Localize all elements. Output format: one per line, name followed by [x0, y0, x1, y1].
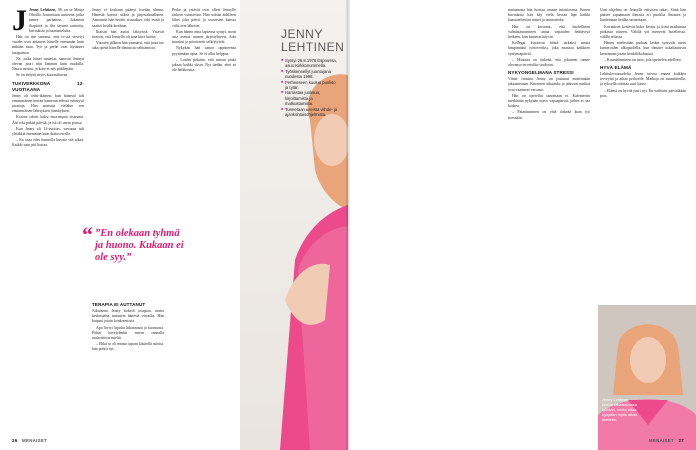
page-number: 27	[678, 438, 684, 443]
column-2-continued	[92, 300, 164, 435]
paragraph: Kotona odotti kaksi nuorempaa sisarusta. Äiti teki pitkää päivää, ja isä oli usein poissa.	[12, 115, 84, 125]
column-4	[508, 8, 590, 438]
paragraph: Nykyään hän sanoo oppineensa pyytämään apua. Se ei ollut helppoa.	[172, 46, 236, 56]
fact-box	[281, 27, 345, 118]
paragraph: – Minusta on tärkeää, että jokainen tuntee olevansa tervetullut studioon.	[508, 57, 590, 68]
paragraph: Vuosien jälkeen hän ymmärsi, että juuri tuo aika opetti hänelle ihmisistä välittämistä.	[92, 41, 164, 51]
fact-list	[281, 58, 339, 117]
paragraph: Hänen mielestään parhaat hetket syntyvät usein kameroiden ulkopuolella, kun ihmiset uskaltautuvat kertomaan jotain henkilökohtaista.	[600, 41, 686, 56]
portrait-illustration	[598, 305, 696, 450]
magazine-name: MENAISET	[648, 438, 674, 443]
paragraph: Kun Jenny oli 12-vuotias, vastuuta tuli yhtäkkiä enemmän kuin ikätovereilla.	[12, 126, 84, 137]
paragraph: Hän on itse sanonut, että tv:ssä vietetyt vuodet ovat antaneet hänelle enemmän kuin mikään muu. Työ ja perhe ovat löytäneet tasapainon.	[12, 35, 84, 55]
paragraph: Se on tietysti myös kuormittavaa.	[16, 73, 69, 78]
paragraph: – Kuunteleminen on taito, jota opettelen edelleen.	[604, 57, 682, 62]
section-heading: TERAPIA EI AUTTANUT	[92, 302, 146, 307]
paragraph: – Luulin pitkään, että minun pitää jaksaa kaikki yksin. Nyt tiedän, ettei se ole heikkoutta.	[172, 57, 236, 73]
paragraph: Kollegat kuvaavat häntä tarkaksi mutta lämpimäksi työtoveriksi, joka muistaa kaikkien syntymäpäivät.	[508, 41, 590, 56]
paragraph: Apu löytyi lopulta liikunnasta ja luonnosta. Pitkät kävelylenkit meren rannalla rauhoittivat mieltä.	[92, 325, 164, 341]
pull-quote: ”En olekaan tyhmä ja huono. Kukaan ei ole syy.”	[95, 228, 184, 263]
paragraph: Hän on opetellut sanomaan ei. Kalenteriin merkitään nykyään myös vapaapäivät, joihin ei saa koskea.	[508, 93, 590, 109]
fact-box-name: JENNY LEHTINEN	[281, 27, 345, 54]
photo-caption: Jenny Lehtinen kertoo rakastavansa työtään, mutta ottaa nykyään myös aikaa itselleen.	[602, 397, 638, 422]
paragraph: Jenny ei koskaan pitänyt itseään uhrina. Hänestä kasvoi sitkeä ja järjestelmällinen. Aamuisin hän herätti sisarukset, teki eväät ja saattoi heidät kouluun.	[92, 8, 164, 28]
paragraph: Perhe ja ystävät ovat olleet Jennylle tärkein voimavara. Hän soittaa äidilleen lähes joka päivä, ja sisarusten kanssa välit ovat läheiset.	[172, 8, 236, 28]
right-page	[348, 0, 696, 450]
paragraph: – En osaa edes kunnolla kuvata sitä aikaa. Kaikki vain piti hoitaa.	[12, 138, 84, 148]
paragraph: Hän on kertonut, että huolellinen valmistautuminen antaa vapauden heittäytyä hetkeen, kun kamerat käyvät.	[508, 24, 590, 40]
column-1	[12, 4, 84, 150]
paragraph: – Palautuminen on yhtä tärkeää kuin työ itsessään.	[508, 110, 590, 120]
column-5	[600, 8, 686, 298]
page-number: 26	[12, 438, 18, 443]
fact-item: ■ Syntyi 26.8.1978 Espoossa, asuu Kirkkonummella.	[281, 58, 339, 69]
fact-item: ■ Työskennellyt juontajana vuodesta 1998.	[281, 69, 339, 80]
paragraph: Ne, jotka hänet tuntevat, sanovat Jennyn olevan juuri niin lämmin kuin ruudulla. Nauru tarttuu, ja kiire ei näy päällepäin.	[12, 56, 84, 72]
fact-item: ■ Harrastaa juoksua, kirjoittamista ja matkustamista.	[281, 90, 339, 106]
magazine-name: MENAISET	[22, 438, 48, 443]
page-footer-right	[649, 438, 684, 443]
fact-item: ■ Tunnetaan useista viihde- ja ajankohtaisohjelmista.	[281, 107, 339, 118]
column-3	[172, 8, 236, 436]
page-footer-left	[12, 438, 47, 443]
paragraph: Jenny oli teini-ikäinen, kun hänestä tuli ensimmäisen kerran kameran edessä esiintyvä juontaja. Hän muistaa vieläkin sen ensimmäisen lähetyksen jännityksen.	[12, 93, 84, 114]
portrait-photo-small	[598, 305, 696, 450]
paragraph: Iltaisin hän auttoi läksyissä. Ystävät tiesivät, että Jennyllä oli aina kiire kotiin.	[92, 29, 164, 40]
section-heading: HYVÄ ELÄMÄ	[600, 65, 632, 71]
fact-item: ■ Perheeseen kuuluu puoliso ja tytär.	[281, 80, 339, 91]
paragraph: Kuvaukset kestävät koko kesän, ja tiimi matkustaa paikasta toiseen. Välillä yöt menevät hotelleissa, välillä teltassa.	[600, 24, 686, 40]
paragraph: – Elämä on hyvää juuri nyt. En vaihtaisi päivääkään pois.	[600, 88, 686, 98]
drop-cap: J	[12, 4, 27, 37]
section-heading: TUKIVERKKONA 12-VUOTIAANA	[12, 80, 84, 92]
paragraph: Uusi ohjelma on Jennylle erityisen rakas. Siinä hän pääsee tapaamaan ihmisiä eri puolilta Suomea ja kuulemaan heidän tarinoitaan.	[600, 8, 686, 23]
column-2	[92, 8, 164, 218]
spread-gutter	[346, 0, 350, 450]
quote-mark-icon: “	[82, 222, 93, 247]
paragraph: Aikuisena Jenny kokeili terapiaa, mutta keskustelut tuntuivat hänestä vierailta. Hän kaipasi jotain konkreettista.	[92, 309, 164, 324]
paragraph: Jenny Lehtinen, 38, on se Menja Ohoilla Jounottuun tunteena jotka tuntee parhaiten. Jokainen iltapäivä ja ilta täynnä tarinoita, kuvauksia ja haastatteluita.	[29, 8, 84, 33]
paragraph: Lähitulevaisuudelta Jenny toivoo ennen kaikkea terveyttä ja aikaa perheelle. Matkoja on suunnitteilla, ja syksyllä odottaa uusi kausi.	[600, 72, 686, 87]
paragraph: Viime vuosina Jenny on joutunut miettimään jaksamistaan. Kiireinen aikataulu ja jatkuvat matkat ovat vaatineet veronsa.	[508, 77, 590, 92]
section-heading: NYKYONGELMANA STRESSI	[508, 70, 574, 76]
paragraph: Kun hänen oma lapsensa syntyi, moni asia asettui uuteen järjestykseen. Arki muuttui ja prioriteetit selkiytyivät.	[172, 29, 236, 45]
paragraph: – Ehkä se oli minun tapani käsitellä asioita, hän pohtii nyt.	[92, 342, 164, 352]
paragraph: tuntumasta hän luottaa omaan intuitioonsa. Ennen kuvauksia hän käy vielä kerran läpi kaikki haastateltavien nimet ja taustatiedot.	[508, 8, 590, 23]
